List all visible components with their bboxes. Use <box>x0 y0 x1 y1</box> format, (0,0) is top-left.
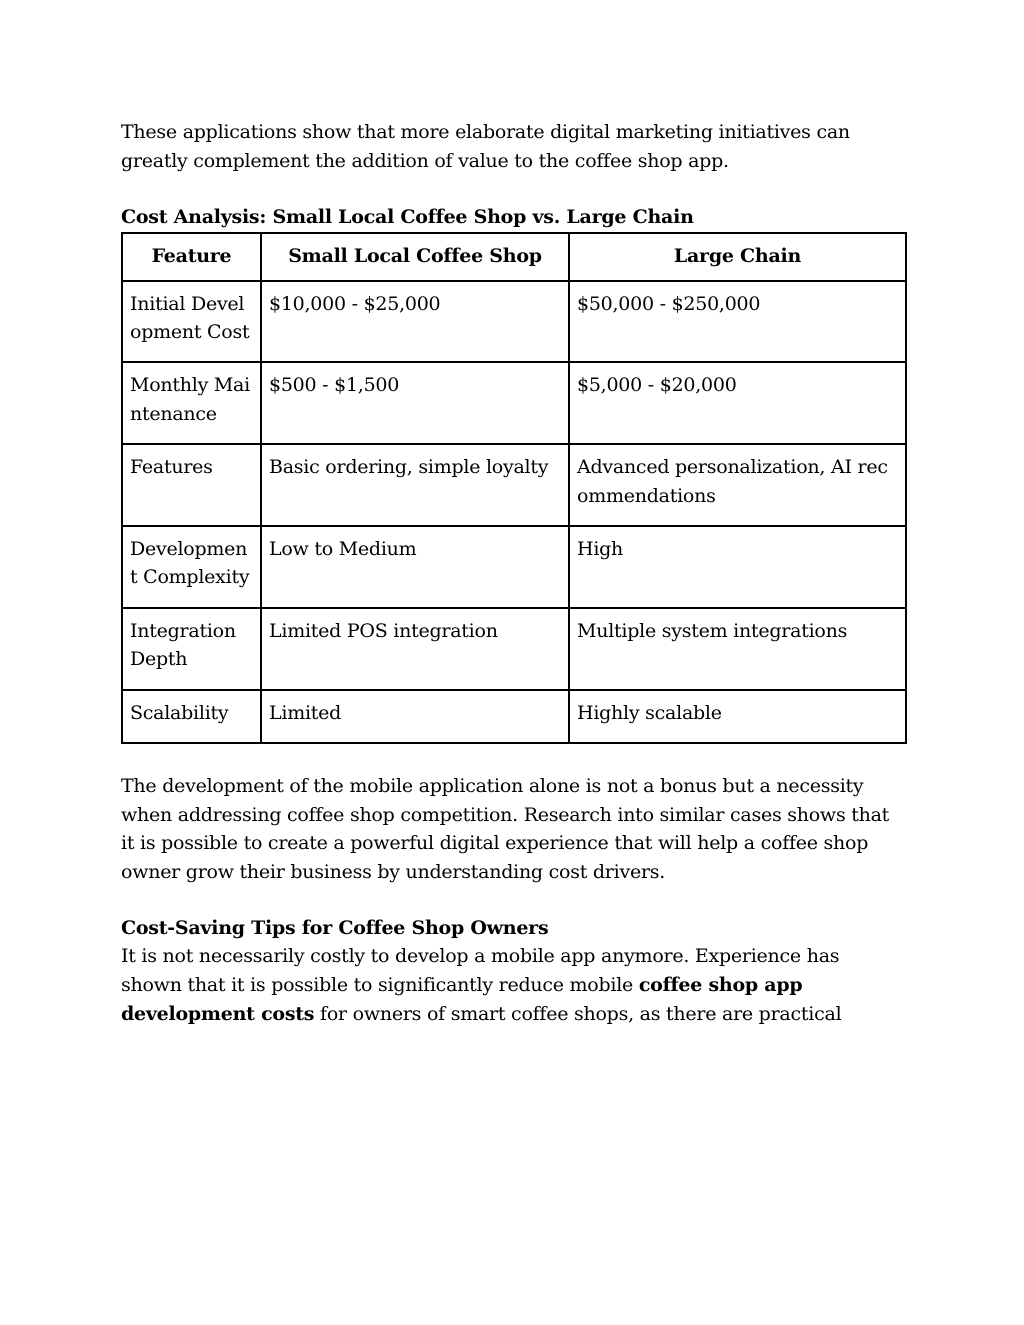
table-row <box>122 444 906 526</box>
document-page <box>121 118 905 1028</box>
table-row <box>122 690 906 743</box>
tips-text-after: for owners of smart coffee shops, as there are practical <box>314 1002 842 1025</box>
cell-small-shop: $500 - $1,500 <box>261 362 569 444</box>
tips-paragraph <box>121 942 905 1028</box>
development-paragraph: The development of the mobile application alone is not a bonus but a necessity when addressing coffee shop competition. Research into similar cases shows that it is possible to create a powerful digital experience that will help a coffee shop owner grow their business by understanding cost drivers. <box>121 775 890 883</box>
table-row <box>122 362 906 444</box>
table-heading: Cost Analysis: Small Local Coffee Shop vs. Large Chain <box>121 206 694 229</box>
cell-large-chain: $5,000 - $20,000 <box>569 362 906 444</box>
cell-small-shop: Limited POS integration <box>261 608 569 690</box>
table-row <box>122 608 906 690</box>
table-header-row <box>122 233 906 280</box>
tips-text-before: It is not necessarily costly to develop a mobile app anymore. Experience has shown that it is possible to significantly reduce mobile <box>121 945 840 997</box>
cell-large-chain: Highly scalable <box>569 690 906 743</box>
cell-feature: Development Complexity <box>122 526 261 608</box>
table-row <box>122 526 906 608</box>
cell-large-chain: Advanced personalization, AI recommendations <box>569 444 906 526</box>
cost-comparison-table <box>121 232 907 744</box>
table-row <box>122 281 906 363</box>
cell-feature: Scalability <box>122 690 261 743</box>
cell-small-shop: $10,000 - $25,000 <box>261 281 569 363</box>
header-large-chain: Large Chain <box>569 233 906 280</box>
cell-feature: Integration Depth <box>122 608 261 690</box>
header-small-local-coffee-shop: Small Local Coffee Shop <box>261 233 569 280</box>
cell-small-shop: Basic ordering, simple loyalty <box>261 444 569 526</box>
tips-text-bold: coffee shop app development costs <box>121 974 803 1025</box>
header-feature: Feature <box>122 233 261 280</box>
cell-large-chain: High <box>569 526 906 608</box>
cell-feature: Initial Development Cost <box>122 281 261 363</box>
cell-small-shop: Limited <box>261 690 569 743</box>
cell-large-chain: $50,000 - $250,000 <box>569 281 906 363</box>
cell-small-shop: Low to Medium <box>261 526 569 608</box>
cell-feature: Features <box>122 444 261 526</box>
tips-heading: Cost-Saving Tips for Coffee Shop Owners <box>121 917 549 940</box>
cell-large-chain: Multiple system integrations <box>569 608 906 690</box>
intro-paragraph: These applications show that more elaborate digital marketing initiatives can greatly complement the addition of value to the coffee shop app. <box>121 121 850 172</box>
cell-feature: Monthly Maintenance <box>122 362 261 444</box>
